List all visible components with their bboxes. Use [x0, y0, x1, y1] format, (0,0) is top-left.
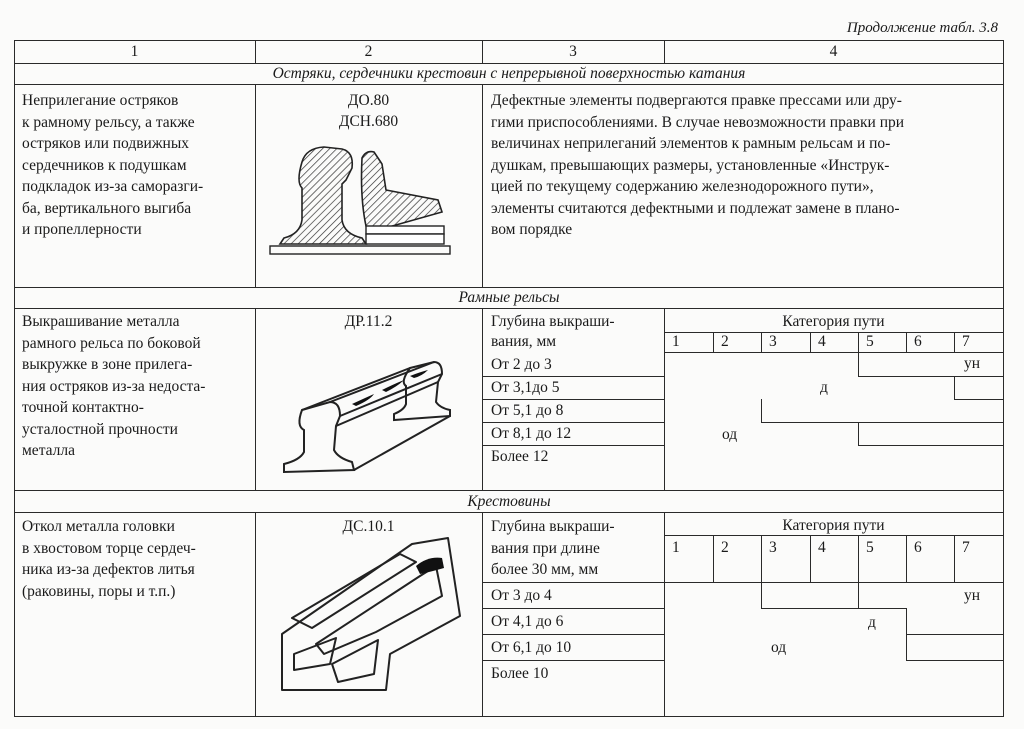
depth-row: От 5,1 до 8 [491, 402, 564, 419]
defect-code: ДСН.680 [338, 113, 399, 130]
defect-code: ДО.80 [347, 92, 390, 109]
column-number-3: 3 [569, 43, 577, 60]
zone-label: од [722, 426, 738, 443]
depth-header: более 30 мм, мм [491, 561, 599, 578]
depth-header: вания, мм [491, 333, 557, 350]
column-number-1: 1 [130, 43, 139, 60]
depth-row: От 6,1 до 10 [491, 639, 572, 656]
table-caption: Продолжение табл. 3.8 [846, 20, 998, 36]
category-header: Категория пути [782, 517, 885, 534]
depth-row: От 4,1 до 6 [491, 613, 564, 630]
depth-row: От 3 до 4 [491, 587, 552, 604]
depth-row: От 8,1 до 12 [491, 425, 572, 442]
depth-row: От 2 до 3 [491, 356, 552, 373]
depth-row: От 3,1до 5 [491, 379, 560, 396]
defect-code: ДС.10.1 [342, 518, 395, 535]
zone-label: д [868, 614, 876, 631]
depth-row: Более 10 [491, 665, 549, 682]
column-number-4: 4 [829, 43, 838, 60]
defect-code: ДР.11.2 [344, 313, 393, 330]
column-number-2: 2 [364, 43, 373, 60]
section-title: Крестовины [467, 493, 551, 510]
zone-label: д [820, 379, 828, 396]
stock-rail-diagram [270, 330, 470, 480]
zone-label: ун [964, 587, 981, 604]
zone-label: ун [964, 355, 981, 372]
zone-label: од [771, 639, 787, 656]
frog-diagram [272, 536, 472, 698]
depth-header: Глубина выкраши- [491, 313, 615, 330]
depth-header: вания при длине [491, 539, 600, 557]
switch-point-diagram [262, 138, 474, 263]
depth-header: Глубина выкраши- [491, 518, 615, 535]
category-header: Категория пути [782, 313, 885, 330]
section-title: Рамные рельсы [458, 289, 560, 306]
section-title: Остряки, сердечники крестовин с непрерывной поверхностью катания [272, 65, 746, 82]
depth-row: Более 12 [491, 448, 549, 465]
